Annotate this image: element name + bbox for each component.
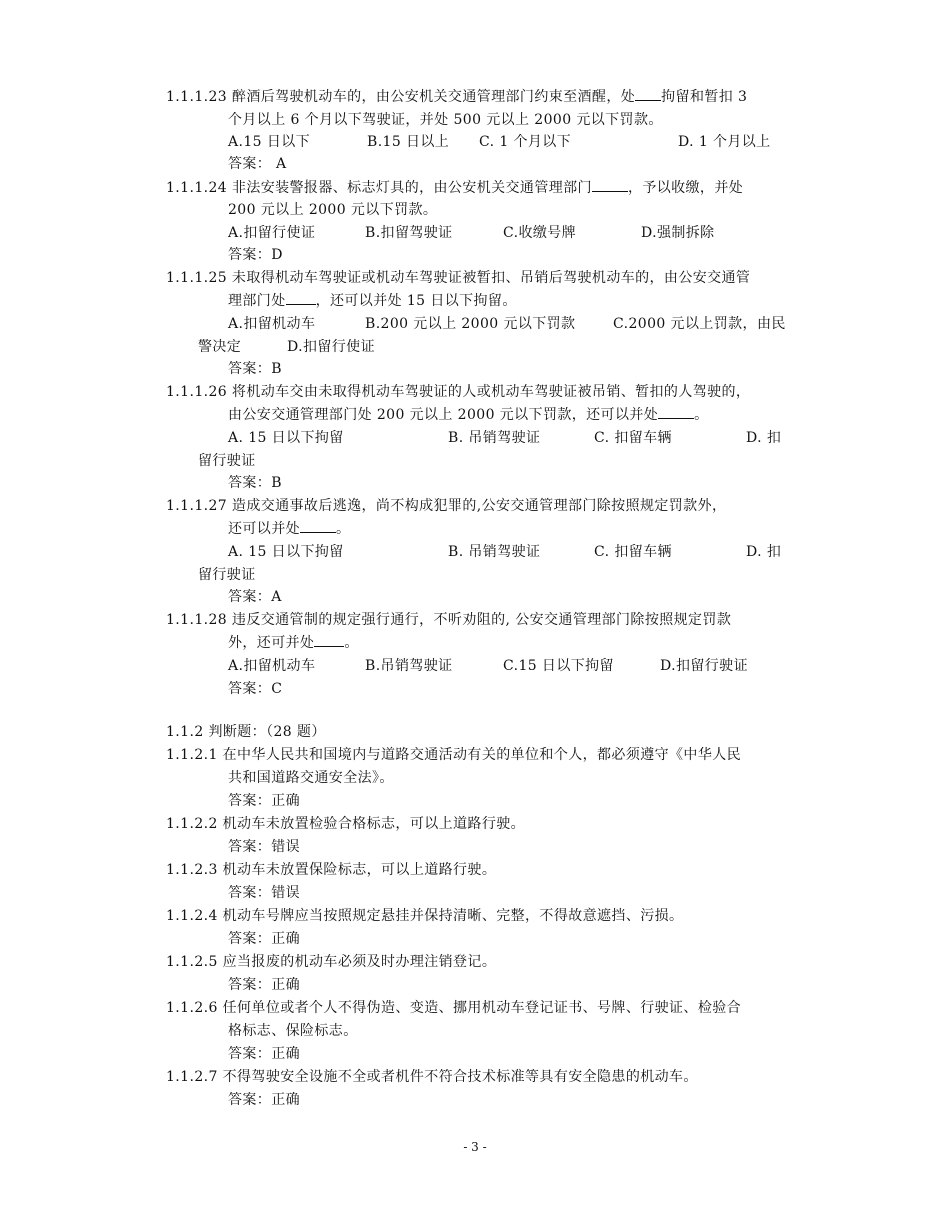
question-text: 。 xyxy=(336,521,351,537)
answer-line: 答案：A xyxy=(228,589,282,605)
question-text: 1.1.1.23 醉酒后驾驶机动车的，由公安机关交通管理部门约束至酒醒，处 xyxy=(166,89,636,105)
option-c-continued: 警决定 xyxy=(198,339,242,355)
question-1-1-1-24 xyxy=(166,177,743,199)
question-1-1-1-27: 1.1.1.27 造成交通事故后逃逸，尚不构成犯罪的,公安交通管理部门除按照规定罚款外， xyxy=(166,498,727,514)
question-text: 拘留和暂扣 3 xyxy=(661,89,748,105)
question-1-1-1-28: 1.1.1.28 违反交通管制的规定强行通行，不听劝阻的, 公安交通管理部门除按照规定罚款 xyxy=(166,612,732,628)
question-text: 1.1.1.24 非法安装警报器、标志灯具的，由公安机关交通管理部门 xyxy=(166,180,592,196)
option-a: A.扣留机动车 xyxy=(228,316,316,332)
answer-line: 答案：C xyxy=(228,681,283,697)
question-text: 外，还可并处 xyxy=(228,635,315,651)
answer-line: 答案：正确 xyxy=(228,977,300,993)
question-text-continued xyxy=(228,404,709,426)
answer-line: 答案：B xyxy=(228,475,282,491)
question-text: ，还可以并处 15 日以下拘留。 xyxy=(315,293,517,309)
question-text-continued: 200 元以上 2000 元以下罚款。 xyxy=(228,202,438,218)
question-text-continued: 格标志、保险标志。 xyxy=(228,1023,358,1039)
option-a: A.15 日以下 xyxy=(228,134,311,150)
answer-blank xyxy=(635,86,661,101)
answer-line: 答案：错误 xyxy=(228,839,300,855)
answer-line: 答案：正确 xyxy=(228,1046,300,1062)
answer-line: 答案：正确 xyxy=(228,931,300,947)
option-d: D.扣留行使证 xyxy=(287,339,375,355)
question-1-1-2-5: 1.1.2.5 应当报废的机动车必须及时办理注销登记。 xyxy=(166,954,497,970)
option-d: D. 1 个月以上 xyxy=(678,134,771,150)
answer-blank xyxy=(314,632,344,647)
question-1-1-2-7: 1.1.2.7 不得驾驶安全设施不全或者机件不符合技术标准等具有安全隐患的机动车。 xyxy=(166,1069,698,1085)
question-text-continued xyxy=(228,632,359,654)
question-1-1-1-23 xyxy=(166,86,747,108)
question-text-continued xyxy=(228,518,350,540)
option-b: B. 吊销驾驶证 xyxy=(448,430,541,446)
answer-blank xyxy=(300,518,336,533)
question-text: 由公安交通管理部门处 200 元以上 2000 元以下罚款，还可以并处 xyxy=(228,407,659,423)
answer-line: 答案：正确 xyxy=(228,793,300,809)
answer-blank xyxy=(658,404,694,419)
option-b: B.吊销驾驶证 xyxy=(365,658,453,674)
option-b: B.15 日以上 xyxy=(367,134,450,150)
question-text: ，予以收缴，并处 xyxy=(627,180,744,196)
option-d: D.强制拆除 xyxy=(641,225,715,241)
question-text: 还可以并处 xyxy=(228,521,300,537)
question-text-continued: 共和国道路交通安全法》。 xyxy=(228,770,394,786)
question-1-1-2-2: 1.1.2.2 机动车未放置检验合格标志，可以上道路行驶。 xyxy=(166,816,526,832)
option-a: A. 15 日以下拘留 xyxy=(228,544,344,560)
page-number: - 3 - xyxy=(463,1140,487,1154)
question-text-continued xyxy=(228,290,517,312)
option-d: D.扣留行驶证 xyxy=(660,658,748,674)
answer-line: 答案： A xyxy=(228,156,287,172)
option-d: D. 扣 xyxy=(746,430,782,446)
option-c: C.收缴号牌 xyxy=(503,225,577,241)
answer-blank xyxy=(592,177,628,192)
question-text: 。 xyxy=(344,635,359,651)
option-b: B.200 元以上 2000 元以下罚款 xyxy=(365,316,576,332)
section-heading: 1.1.2 判断题：（28 题） xyxy=(166,724,326,740)
answer-blank xyxy=(286,290,316,305)
question-1-1-2-4: 1.1.2.4 机动车号牌应当按照规定悬挂并保持清晰、完整，不得故意遮挡、污损。 xyxy=(166,908,684,924)
option-b: B.扣留驾驶证 xyxy=(365,225,453,241)
option-c: C.15 日以下拘留 xyxy=(503,658,614,674)
option-a: A.扣留机动车 xyxy=(228,658,316,674)
question-text: 理部门处 xyxy=(228,293,286,309)
option-d-continued: 留行驶证 xyxy=(198,453,256,469)
question-text-continued: 个月以上 6 个月以下驾驶证，并处 500 元以上 2000 元以下罚款。 xyxy=(228,112,663,128)
question-1-1-1-25: 1.1.1.25 未取得机动车驾驶证或机动车驾驶证被暂扣、吊销后驾驶机动车的，由公安交通管 xyxy=(166,270,751,286)
question-1-1-1-26: 1.1.1.26 将机动车交由未取得机动车驾驶证的人或机动车驾驶证被吊销、暂扣的人驾驶的， xyxy=(166,384,751,400)
answer-line: 答案：D xyxy=(228,247,283,263)
option-b: B. 吊销驾驶证 xyxy=(448,544,541,560)
question-text: 。 xyxy=(694,407,709,423)
answer-line: 答案：错误 xyxy=(228,885,300,901)
option-d-continued: 留行驶证 xyxy=(198,567,256,583)
option-c: C. 扣留车辆 xyxy=(594,544,672,560)
answer-line: 答案：正确 xyxy=(228,1092,300,1108)
option-c: C. 扣留车辆 xyxy=(594,430,672,446)
question-1-1-2-3: 1.1.2.3 机动车未放置保险标志，可以上道路行驶。 xyxy=(166,862,497,878)
option-d: D. 扣 xyxy=(746,544,782,560)
option-a: A.扣留行使证 xyxy=(228,225,316,241)
question-1-1-2-1: 1.1.2.1 在中华人民共和国境内与道路交通活动有关的单位和个人，都必须遵守《中华人民 xyxy=(166,747,742,763)
answer-line: 答案：B xyxy=(228,361,282,377)
question-1-1-2-6: 1.1.2.6 任何单位或者个人不得伪造、变造、挪用机动车登记证书、号牌、行驶证、检验合 xyxy=(166,1000,742,1016)
option-c: C.2000 元以上罚款，由民 xyxy=(613,316,786,332)
option-c: C. 1 个月以下 xyxy=(479,134,572,150)
option-a: A. 15 日以下拘留 xyxy=(228,430,344,446)
